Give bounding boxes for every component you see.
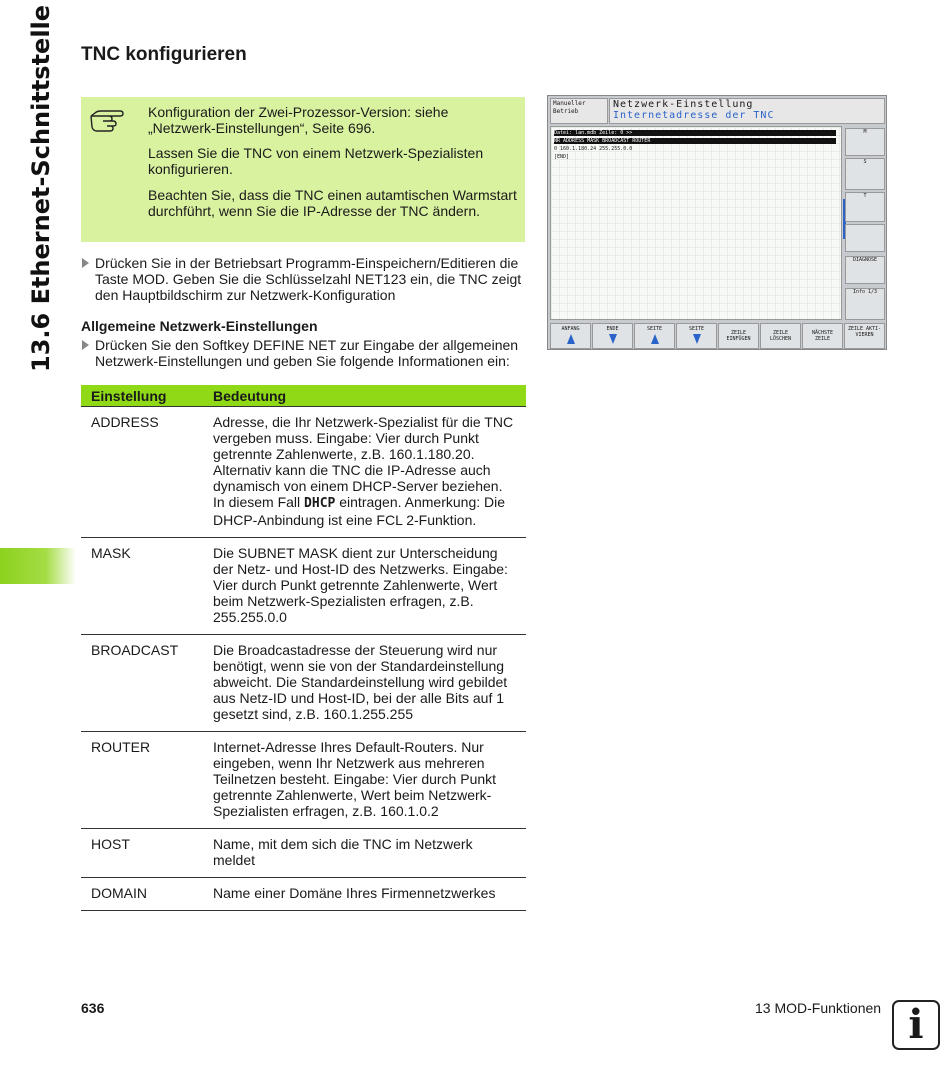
screen-row: Datei: lan.mdb Zeile: 0 >> (554, 130, 836, 136)
table-row (81, 878, 526, 911)
screen-header-title: Netzwerk-Einstellung (613, 99, 754, 110)
code-keyword: DHCP (304, 496, 336, 511)
bullet-triangle-icon (82, 258, 89, 268)
column-header: Einstellung (81, 385, 203, 407)
mode-label: Manueller (553, 100, 586, 107)
screen-row[interactable]: 0 160.1.180.24 255.255.0.0 (554, 146, 633, 152)
setting-description: Name einer Domäne Ihres Firmennetzwerkes (203, 878, 526, 911)
setting-description: Name, mit dem sich die TNC im Netzwerk meldet (203, 829, 526, 878)
setting-name: ADDRESS (81, 407, 203, 538)
bullet-triangle-icon (82, 340, 89, 350)
setting-description: Adresse, die Ihr Netzwerk-Spezialist für die TNC vergeben muss. Eingabe: Vier durch Punkt getrennte Zahlenwerte, z.B. 160.1.180.20. Alternativ kann die TNC die IP-Adresse auch dynamisch von einem DHCP-Server beziehen. In diesem Fall DHCP eintragen. Anmerkung: Die DHCP-Anbindung ist eine FCL 2-Funktion. (203, 407, 526, 538)
setting-name: HOST (81, 829, 203, 878)
softkey-diagnose[interactable]: DIAGNOSE (845, 256, 885, 284)
chapter-side-title: 13.6 Ethernet-Schnittstelle (27, 4, 55, 372)
softkey-info[interactable]: Info 1/3 (845, 288, 885, 320)
setting-description: Die Broadcastadresse der Steuerung wird nur benötigt, wenn sie von der Standardeinstellung abweicht. Die Standardeinstellung wird gebildet aus Netz-ID und Host-ID, bei der alle Bits auf 1 gesetzt sind, z.B. 160.1.255.255 (203, 635, 526, 732)
instruction-step: Drücken Sie den Softkey DEFINE NET zur Eingabe der allgemeinen Netzwerk-Einstellungen und geben Sie folgende Informationen ein: (95, 337, 519, 369)
section-subheading: Allgemeine Netzwerk-Einstellungen (81, 318, 318, 334)
table-row (81, 732, 526, 829)
screen-row: NR ADDRESS MASK BROADCAST ROUTER (554, 138, 836, 144)
softkey-empty[interactable] (845, 224, 885, 252)
page-number: 636 (81, 1000, 105, 1016)
arrow-up-icon (651, 334, 659, 344)
softkey-ende[interactable]: ENDE (592, 323, 633, 349)
arrow-down-icon (609, 334, 617, 344)
mode-indicator (550, 98, 608, 124)
table-row (81, 829, 526, 878)
setting-description: Internet-Adresse Ihres Default-Routers. Nur eingeben, wenn Ihr Netzwerk aus mehreren Teilnetzen besteht. Eingabe: Vier durch Punkt getrennte Zahlenwerte, Wert beim Netzwerk-Spezialisten erfragen, z.B. 160.1.0.2 (203, 732, 526, 829)
settings-table (81, 385, 526, 911)
setting-name: BROADCAST (81, 635, 203, 732)
column-header: Bedeutung (203, 385, 526, 407)
setting-name: ROUTER (81, 732, 203, 829)
table-row (81, 538, 526, 635)
softkey-anfang[interactable]: ANFANG (550, 323, 591, 349)
note-paragraph: Beachten Sie, dass die TNC einen autamtischen Warmstart durchführt, wenn Sie die IP-Adresse der TNC ändern. (148, 187, 517, 219)
softkey-zeile-aktivieren[interactable]: ZEILE AKTI-VIEREN (844, 323, 885, 349)
screen-header-subtitle: Internetadresse der TNC (613, 110, 775, 121)
table-row (81, 635, 526, 732)
note-paragraph: Lassen Sie die TNC von einem Netzwerk-Spezialisten konfigurieren. (148, 145, 484, 177)
setting-name: DOMAIN (81, 878, 203, 911)
table-header-row (81, 385, 526, 407)
arrow-up-icon (567, 334, 575, 344)
tnc-screenshot (547, 95, 887, 350)
softkey-naechste-zeile[interactable]: NÄCHSTE ZEILE (802, 323, 843, 349)
softkey-zeile-einfuegen[interactable]: ZEILE EINFÜGEN (718, 323, 759, 349)
softkey-zeile-loeschen[interactable]: ZEILE LÖSCHEN (760, 323, 801, 349)
note-box (81, 97, 525, 242)
setting-description: Die SUBNET MASK dient zur Unterscheidung der Netz- und Host-ID des Netzwerks. Eingabe: Vier durch Punkt getrennte Zahlenwerte, Wert beim Netzwerk-Spezialisten erfragen, z.B. 255.255.0.0 (203, 538, 526, 635)
pointing-hand-icon (89, 107, 125, 133)
chapter-label: 13 MOD-Funktionen (755, 1000, 882, 1016)
note-paragraph: Konfiguration der Zwei-Prozessor-Version: siehe „Netzwerk-Einstellungen“, Seite 696. (148, 104, 449, 136)
info-icon: i (892, 1000, 940, 1050)
screen-table-area (550, 126, 842, 320)
table-row (81, 407, 526, 538)
setting-name: MASK (81, 538, 203, 635)
chapter-tab-marker (0, 548, 76, 584)
softkey-t[interactable]: T (845, 192, 885, 222)
screen-header (609, 98, 885, 124)
softkey-s[interactable]: S (845, 158, 885, 190)
softkey-seite-up[interactable]: SEITE (634, 323, 675, 349)
screen-row: [END] (554, 154, 570, 160)
page-title: TNC konfigurieren (81, 44, 247, 65)
arrow-down-icon (693, 334, 701, 344)
mode-label: Betrieb (553, 108, 579, 115)
softkey-m[interactable]: M (845, 128, 885, 156)
softkey-seite-down[interactable]: SEITE (676, 323, 717, 349)
instruction-step: Drücken Sie in der Betriebsart Programm-Einspeichern/Editieren die Taste MOD. Geben Sie die Schlüsselzahl NET123 ein, die TNC zeigt den Hauptbildschirm zur Netzwerk-Konfiguration (95, 255, 522, 303)
